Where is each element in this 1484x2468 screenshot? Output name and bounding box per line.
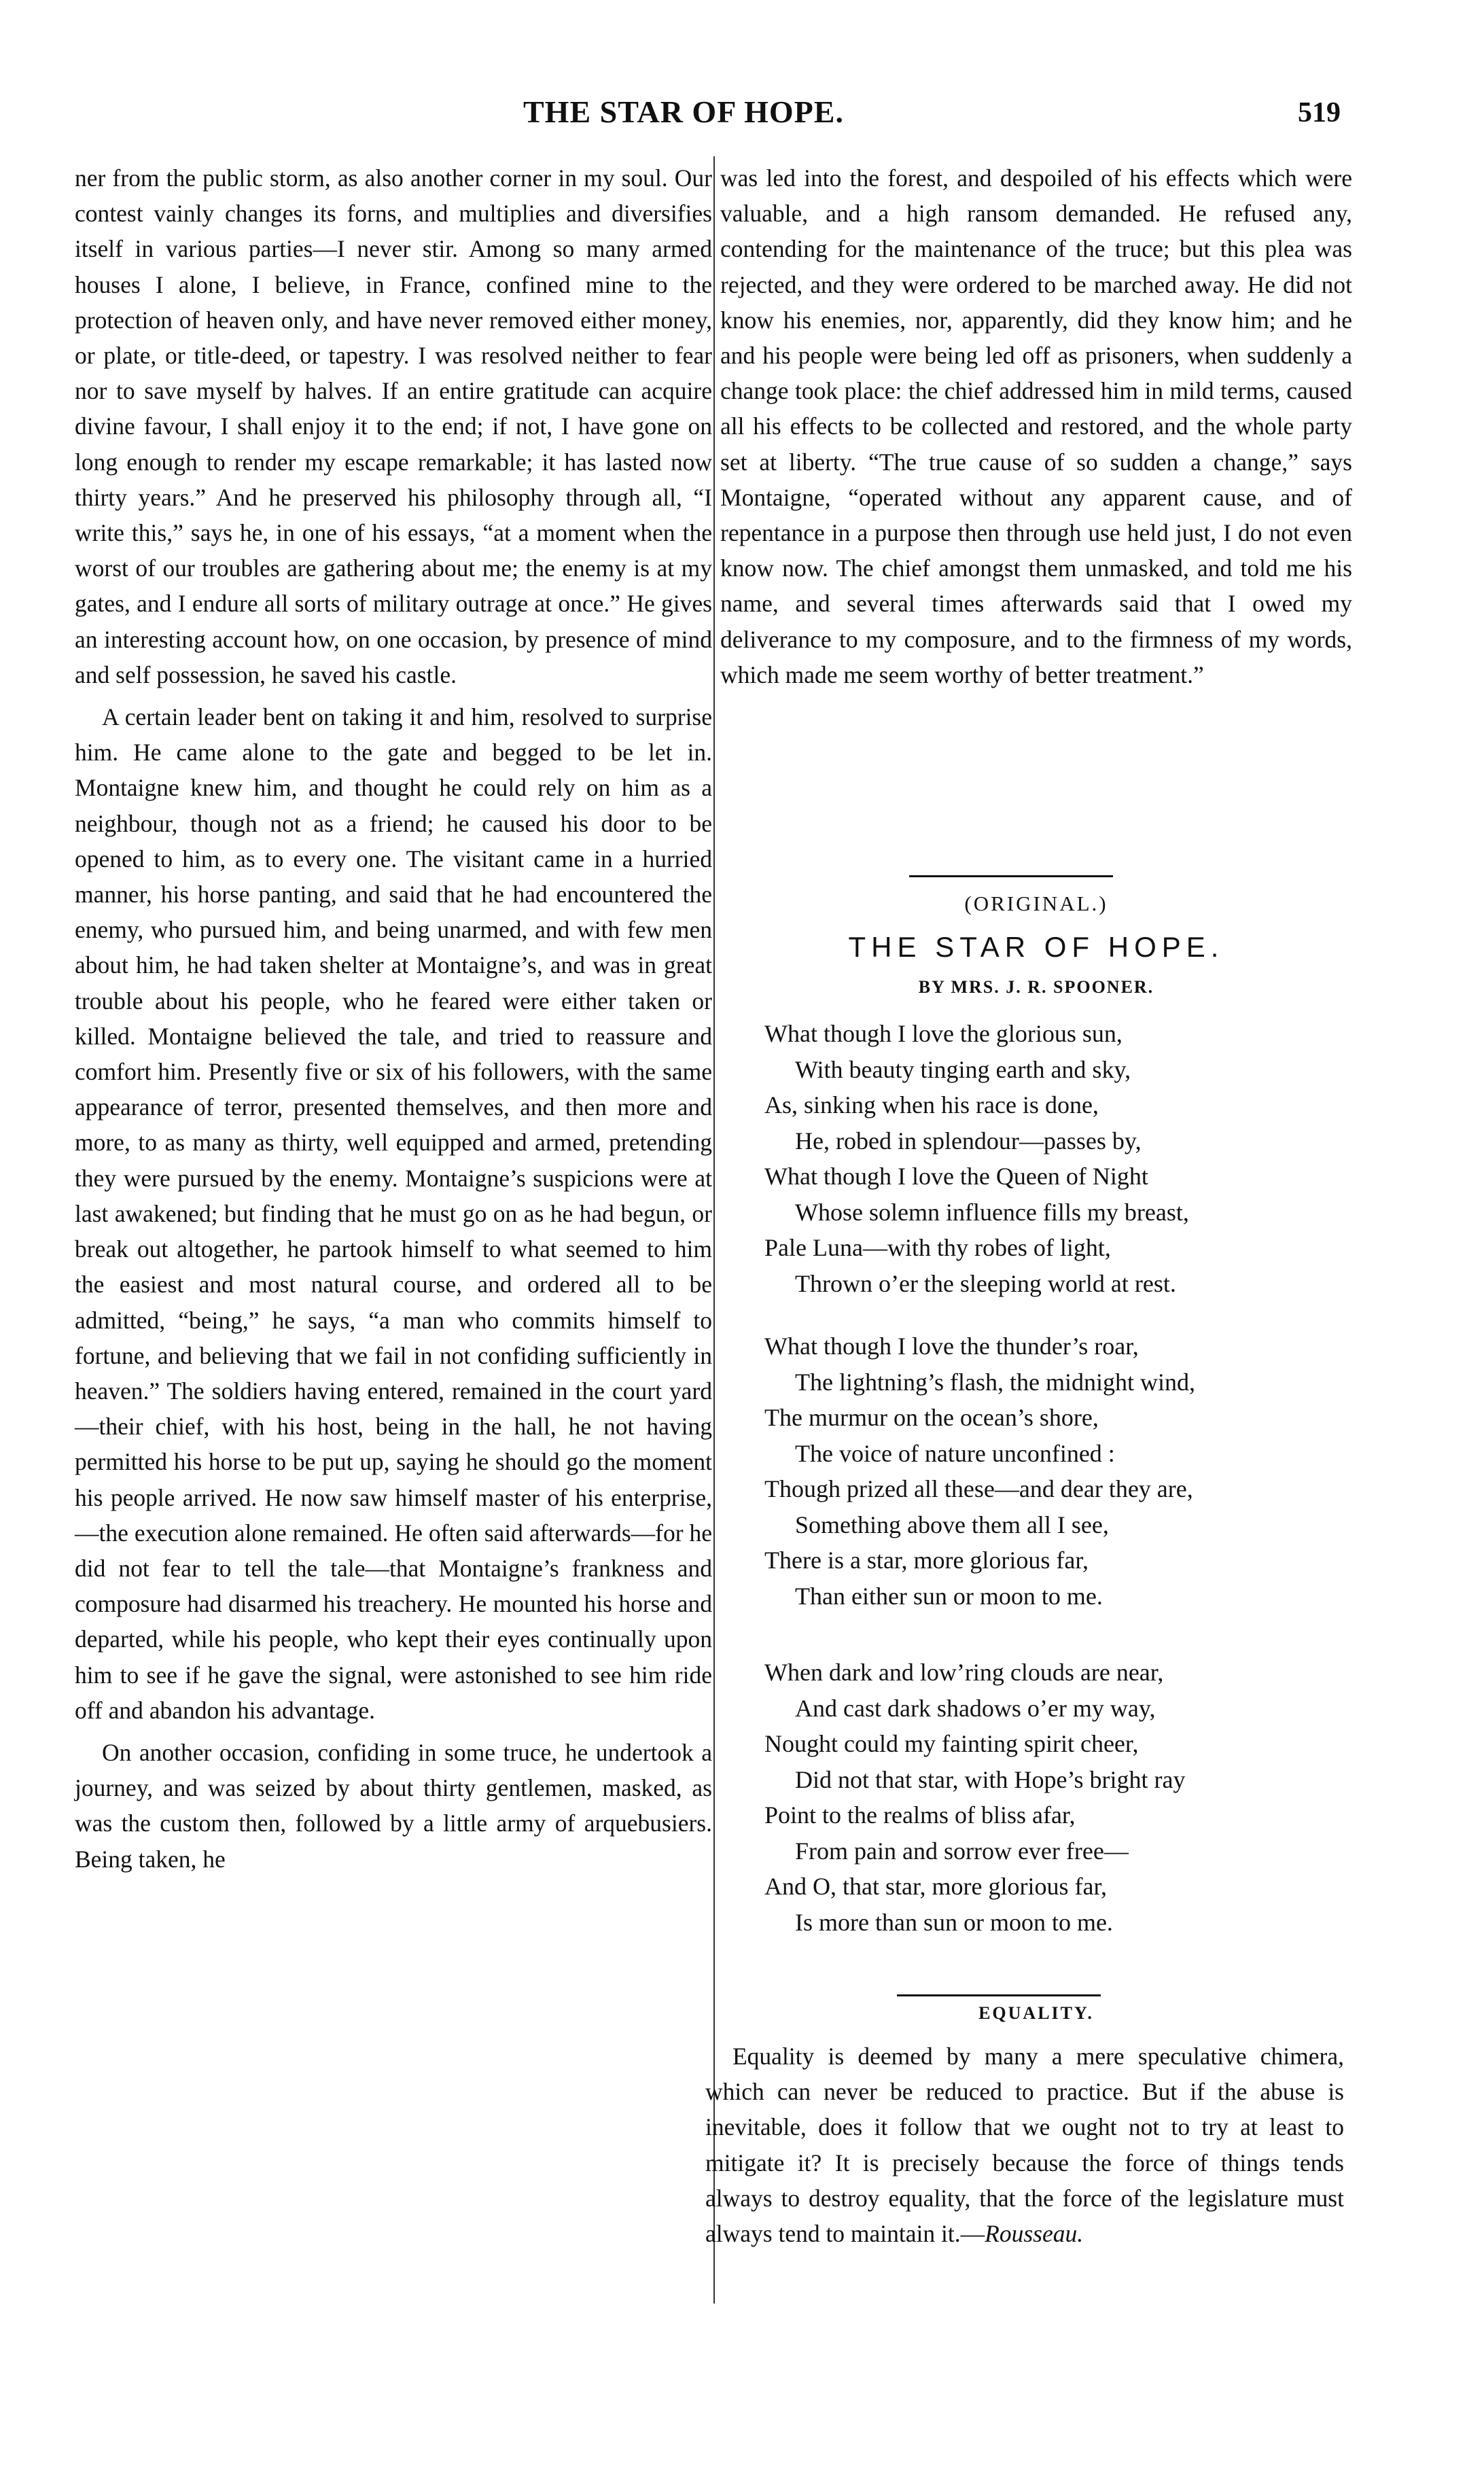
poem-line: And O, that star, more glorious far,: [764, 1873, 1107, 1900]
poem-line: From pain and sorrow ever free—: [795, 1837, 1129, 1865]
poem-line: What though I love the Queen of Night: [764, 1163, 1148, 1190]
poem-line: The voice of nature unconfined :: [795, 1439, 1115, 1467]
poem-line: Point to the realms of bliss afar,: [764, 1801, 1076, 1829]
equality-title: EQUALITY.: [978, 2003, 1094, 2023]
poem-line: The lightning’s flash, the midnight wind,: [795, 1368, 1195, 1396]
poem-line: As, sinking when his race is done,: [764, 1091, 1099, 1118]
poem-line: He, robed in splendour—passes by,: [795, 1127, 1142, 1154]
poem-line: When dark and low’ring clouds are near,: [764, 1659, 1164, 1686]
poem-line: Though prized all these—and dear they are,: [764, 1475, 1193, 1502]
equality-paragraph: [705, 2039, 1344, 2251]
poem-line: With beauty tinging earth and sky,: [795, 1055, 1131, 1083]
poem-stanza-3: [764, 1655, 1185, 1940]
column-divider: [713, 156, 715, 2304]
equality-attribution: Rousseau.: [985, 2220, 1084, 2248]
poem-line: Thrown o’er the sleeping world at rest.: [795, 1269, 1176, 1297]
poem-line: Something above them all I see,: [795, 1511, 1109, 1538]
poem-line: Whose solemn influence fills my breast,: [795, 1198, 1189, 1226]
montaigne-continuation: was led into the forest, and despoiled of his effects which were valuable, and a high ransom demanded. He refused any, contending for the maintenance of the truce; but this plea was rejected, and they were ordered to be marched away. He did not know his enemies, nor, apparently, did they know him; and he and his people were being led off as prisoners, when suddenly a change took place: the chief addressed him in mild terms, caused all his effects to be collected and restored, and the whole party set at liberty. “The true cause of so sudden a change,” says Montaigne, “operated without any apparent cause, and of repentance in a purpose then through use held just, I do not even know now. The chief amongst them unmasked, and told me his name, and several times afterwards said that I owed my deliverance to my composure, and to the firmness of my words, which made me seem worthy of better treatment.”: [720, 164, 1352, 688]
section-rule: [897, 1994, 1101, 1996]
poem-original-label: (ORIGINAL.): [964, 892, 1108, 915]
page-number: 519: [1298, 97, 1341, 128]
equality-text: Equality is deemed by many a mere speculative chimera, which can never be reduced to practice. But if the abuse is inevitable, does it follow that we ought not to try at least to mitigate it? It is precisely because the force of things tends always to destroy equality, that the force of the legislature must always tend to maintain it.—: [705, 2043, 1344, 2248]
poem-stanza-1: [764, 1016, 1189, 1301]
poem-line: Did not that star, with Hope’s bright ray: [795, 1765, 1186, 1793]
poem-line: Nought could my fainting spirit cheer,: [764, 1730, 1139, 1757]
montaigne-paragraph-3: On another occasion, confiding in some truce, he undertook a journey, and was seized by about thirty gentlemen, masked, as was the custom then, followed by a little army of arquebusiers. Being taken, he: [75, 1738, 712, 1873]
right-column: [720, 160, 1352, 692]
section-rule: [909, 875, 1113, 877]
poem-line: What though I love the glorious sun,: [764, 1020, 1123, 1047]
montaigne-paragraph-2: A certain leader bent on taking it and him, resolved to surprise him. He came alone to the gate and begged to be let in. Montaigne knew him, and thought he could rely on him as a neighbour, though not as a friend; he caused his door to be opened to him, as to every one. The visitant came in a hurried manner, his horse panting, and said that he had encountered the enemy, who pursued him, and being unarmed, and with few men about him, he had taken shelter at Montaigne’s, and was in great trouble about his people, who he feared were either taken or killed. Montaigne believed the tale, and tried to reassure and comfort him. Presently five or six of his followers, with the same appearance of terror, presented themselves, and then more and more, to as many as thirty, well equipped and armed, pretending they were pursued by the enemy. Montaigne’s suspicions were at last awakened; but finding that he must go on as he had begun, or break out altogether, he partook himself to what seemed to him the easiest and most natural course, and ordered all to be admitted, “being,” he says, “a man who commits himself to fortune, and believing that we fail in not confiding sufficiently in heaven.” The soldiers having entered, remained in the court yard—their chief, with his host, being in the hall, he not having permitted his horse to be put up, saying he should go the moment his people arrived. He now saw himself master of his enterprise,—the execution alone remained. He often said afterwards—for he did not fear to tell the tale—that Montaigne’s frankness and composure had disarmed his treachery. He mounted his horse and departed, while his people, who kept their eyes continually upon him to see if he gave the signal, were astonished to see him ride off and abandon his advantage.: [75, 703, 712, 1724]
poem-line: Than either sun or moon to me.: [795, 1582, 1103, 1610]
poem-author: BY MRS. J. R. SPOONER.: [918, 977, 1154, 997]
poem-title: THE STAR OF HOPE.: [848, 931, 1224, 963]
poem-line: What though I love the thunder’s roar,: [764, 1333, 1139, 1360]
poem-line: Is more than sun or moon to me.: [795, 1908, 1113, 1936]
left-column: [75, 160, 712, 1877]
montaigne-paragraph-1: ner from the public storm, as also another corner in my soul. Our contest vainly changes its forns, and multiplies and diversifies itself in various parties—I never stir. Among so many armed houses I alone, I believe, in France, confined mine to the protection of heaven only, and have never removed either money, or plate, or title-deed, or tapestry. I was resolved neither to fear nor to save myself by halves. If an entire gratitude can acquire divine favour, I shall enjoy it to the end; if not, I have gone on long enough to render my escape remarkable; it has lasted now thirty years.” And he preserved his philosophy through all, “I write this,” says he, in one of his essays, “at a moment when the worst of our troubles are gathering about me; the enemy is at my gates, and I endure all sorts of military outrage at once.” He gives an interesting account how, on one occasion, by presence of mind and self possession, he saved his castle.: [75, 164, 712, 688]
poem-line: And cast dark shadows o’er my way,: [795, 1694, 1156, 1722]
poem-line: Pale Luna—with thy robes of light,: [764, 1234, 1111, 1261]
poem-stanza-2: [764, 1328, 1195, 1614]
poem-line: The murmur on the ocean’s shore,: [764, 1404, 1099, 1431]
running-header-title: THE STAR OF HOPE.: [523, 94, 844, 129]
poem-line: There is a star, more glorious far,: [764, 1547, 1089, 1574]
